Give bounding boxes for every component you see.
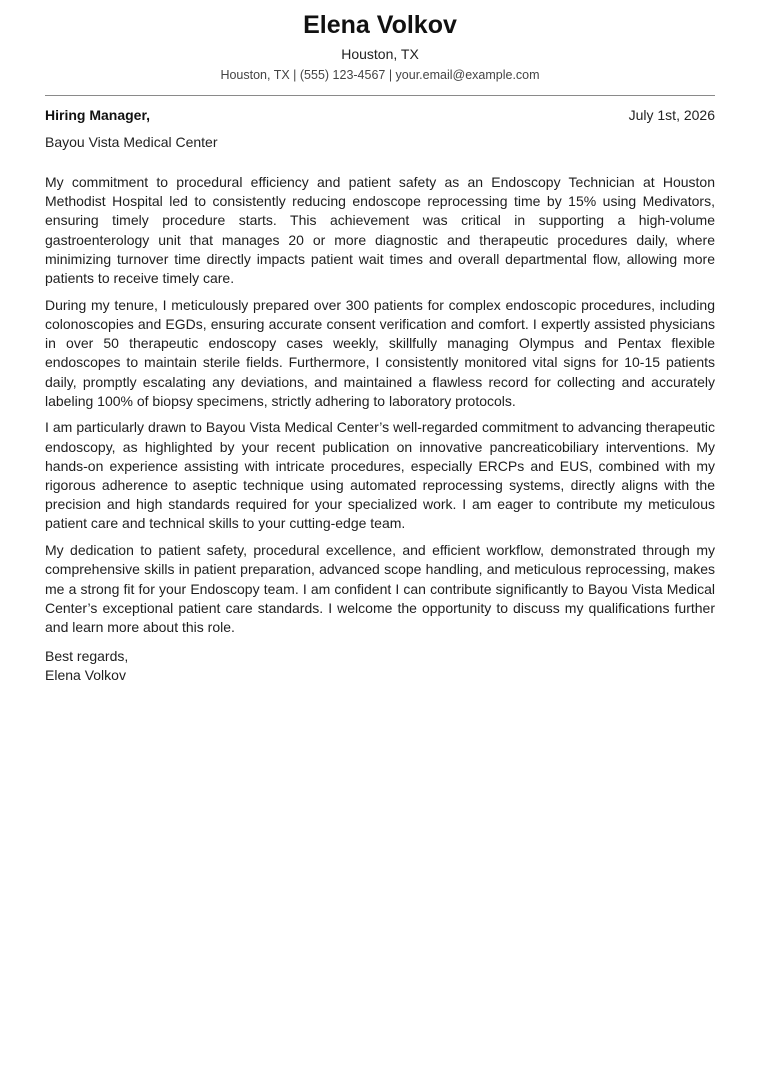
letter-date: July 1st, 2026 xyxy=(628,107,715,123)
body-paragraph: My dedication to patient safety, procedural excellence, and efficient workflow, demonstrated through my comprehensive skills in patient preparation, advanced scope handling, and meticulous reprocessing, makes me a strong fit for your Endoscopy team. I am confident I can contribute significantly to Bayou Vista Medical Center’s exceptional patient care standards. I welcome the opportunity to discuss my qualifications further and learn more about this role. xyxy=(45,542,715,635)
signature-name: Elena Volkov xyxy=(45,667,126,684)
contact-line: Houston, TX | (555) 123-4567 | your.email@example.com xyxy=(220,68,540,82)
greeting-row xyxy=(45,106,715,124)
letter-closing xyxy=(45,647,715,685)
applicant-city: Houston, TX xyxy=(341,46,419,62)
letter-header xyxy=(45,0,715,83)
body-paragraph: I am particularly drawn to Bayou Vista Medical Center’s well-regarded commitment to advancing therapeutic endoscopy, as highlighted by your recent publication on innovative pancreaticobiliary interventions. My hands-on experience assisting with intricate procedures, especially ERCPs and EUS, combined with my rigorous adherence to aseptic technique using automated reprocessing systems, directly aligns with the precision and high standards required for your specialized work. I am eager to contribute my meticulous patient care and technical skills to your cutting-edge team. xyxy=(45,419,715,532)
body-paragraph: My commitment to procedural efficiency and patient safety as an Endoscopy Technician at Houston Methodist Hospital led to consistently reducing endoscope reprocessing time by 15% using Medivators, ensuring timely procedure starts. This achievement was critical in supporting a high-volume gastroenterology unit that manages 20 or more diagnostic and therapeutic procedures daily, where minimizing turnover time directly impacts patient wait times and overall departmental flow, allowing more patients to receive timely care. xyxy=(45,174,715,287)
applicant-name: Elena Volkov xyxy=(303,11,457,39)
letter-body xyxy=(45,173,715,637)
signoff: Best regards, xyxy=(45,648,129,665)
body-paragraph: During my tenure, I meticulously prepared over 300 patients for complex endoscopic procedures, including colonoscopies and EGDs, ensuring accurate consent verification and comfort. I expertly assisted physicians in over 50 therapeutic endoscopy cases weekly, skillfully managing Olympus and Pentax flexible endoscopes to maintain sterile fields. Furthermore, I consistently monitored vital signs for 10-15 patients daily, promptly escalating any deviations, and maintained a flawless record for collecting and accurately labeling 100% of biopsy specimens, strictly adhering to laboratory protocols. xyxy=(45,296,715,409)
salutation: Hiring Manager, xyxy=(45,107,151,123)
header-divider xyxy=(45,95,715,96)
recipient-company: Bayou Vista Medical Center xyxy=(45,134,218,150)
